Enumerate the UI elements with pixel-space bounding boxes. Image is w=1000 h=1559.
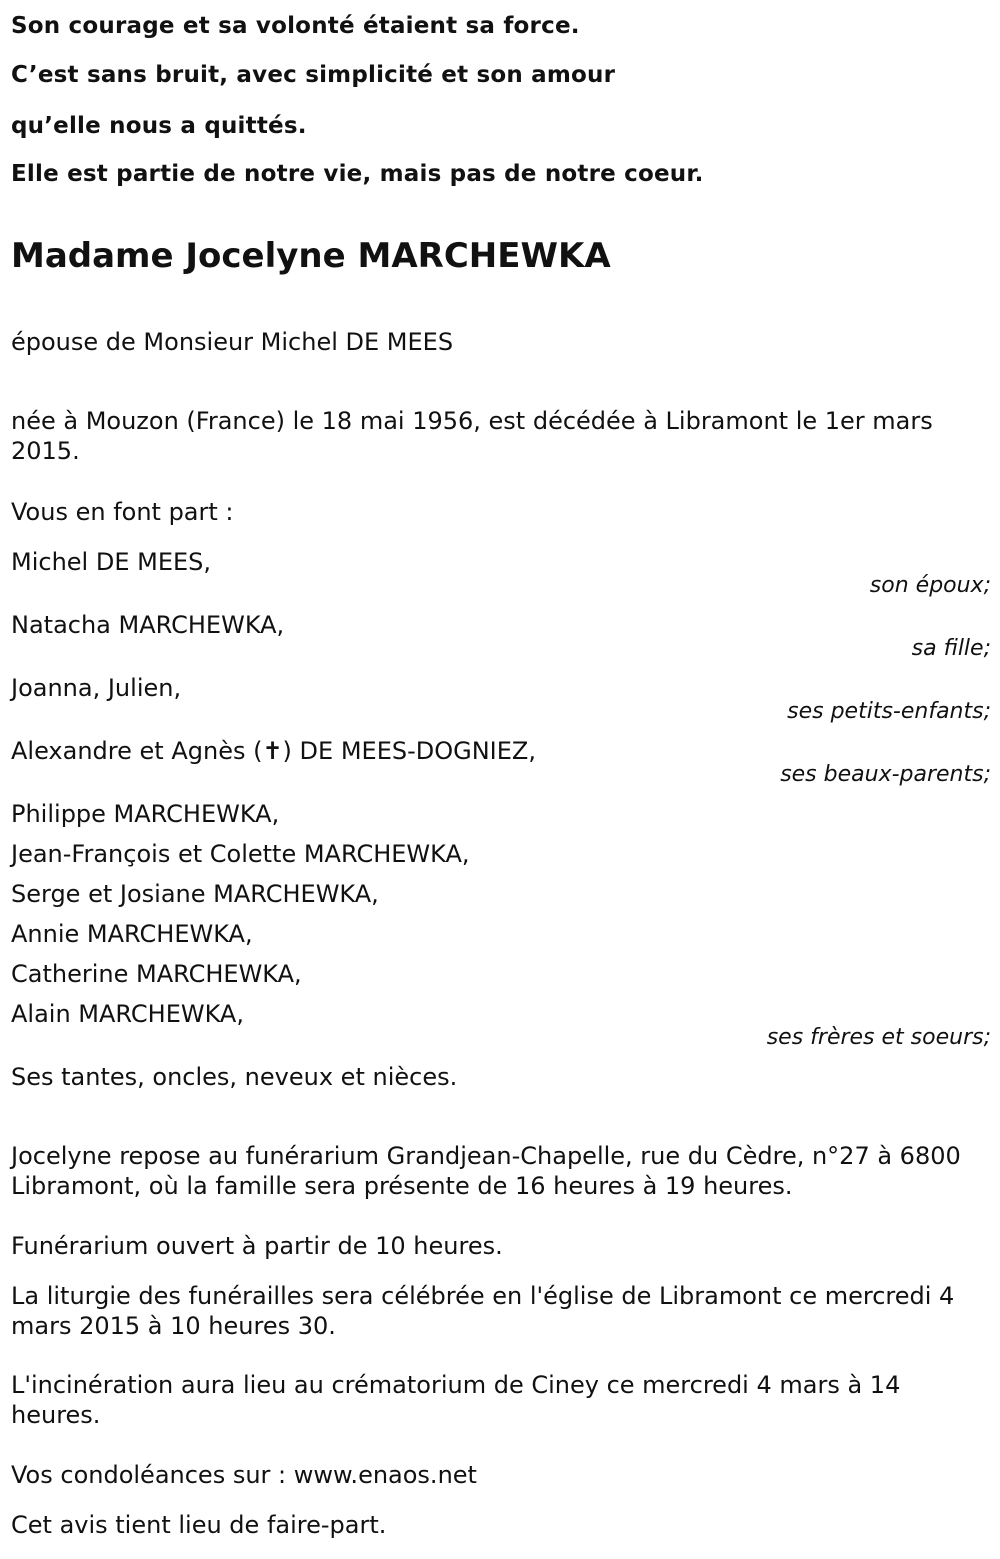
condolences-info: Vos condoléances sur : www.enaos.net — [11, 1461, 477, 1489]
family-inlaws-relation: ses beaux-parents; — [780, 762, 991, 787]
sibling-line: Jean-François et Colette MARCHEWKA, — [11, 840, 470, 868]
birth-death-text: née à Mouzon (France) le 18 mai 1956, est décédée à Libramont le 1er mars 2015. — [11, 407, 933, 465]
deceased-name: Madame Jocelyne MARCHEWKA — [11, 236, 611, 276]
family-daughter-name: Natacha MARCHEWKA, — [11, 611, 285, 639]
family-grandchildren-relation: ses petits-enfants; — [787, 699, 991, 724]
notice-line: Cet avis tient lieu de faire-part. — [11, 1511, 387, 1539]
poem-line-4: Elle est partie de notre vie, mais pas de notre coeur. — [11, 161, 704, 187]
cremation-info: L'incinération aura lieu au crématorium de Ciney ce mercredi 4 mars à 14 heures. — [11, 1371, 901, 1429]
family-inlaws-names: Alexandre et Agnès (✝) DE MEES-DOGNIEZ, — [11, 737, 536, 765]
sibling-line: Serge et Josiane MARCHEWKA, — [11, 880, 379, 908]
family-spouse-name: Michel DE MEES, — [11, 548, 212, 576]
sibling-line: Annie MARCHEWKA, — [11, 920, 253, 948]
sibling-line: Philippe MARCHEWKA, — [11, 800, 280, 828]
poem-line-1: Son courage et sa volonté étaient sa force. — [11, 13, 580, 39]
opening-info: Funérarium ouvert à partir de 10 heures. — [11, 1232, 503, 1260]
liturgy-info: La liturgie des funérailles sera célébrée en l'église de Libramont ce mercredi 4 mars 2015 à 10 heures 30. — [11, 1282, 955, 1340]
repose-info: Jocelyne repose au funérarium Grandjean-Chapelle, rue du Cèdre, n°27 à 6800 Libramont, où la famille sera présente de 16 heures à 19 heures. — [11, 1142, 961, 1200]
family-daughter-relation: sa fille; — [911, 636, 991, 661]
family-siblings-relation: ses frères et soeurs; — [766, 1025, 991, 1050]
sibling-line: Alain MARCHEWKA, — [11, 1000, 244, 1028]
spouse-line: épouse de Monsieur Michel DE MEES — [11, 328, 454, 356]
family-others: Ses tantes, oncles, neveux et nièces. — [11, 1063, 458, 1091]
sibling-line: Catherine MARCHEWKA, — [11, 960, 302, 988]
family-spouse-relation: son époux; — [869, 573, 991, 598]
announce-intro: Vous en font part : — [11, 498, 234, 526]
poem-line-2: C’est sans bruit, avec simplicité et son amour — [11, 62, 616, 88]
family-grandchildren-names: Joanna, Julien, — [11, 674, 182, 702]
poem-line-3: qu’elle nous a quittés. — [11, 113, 307, 139]
